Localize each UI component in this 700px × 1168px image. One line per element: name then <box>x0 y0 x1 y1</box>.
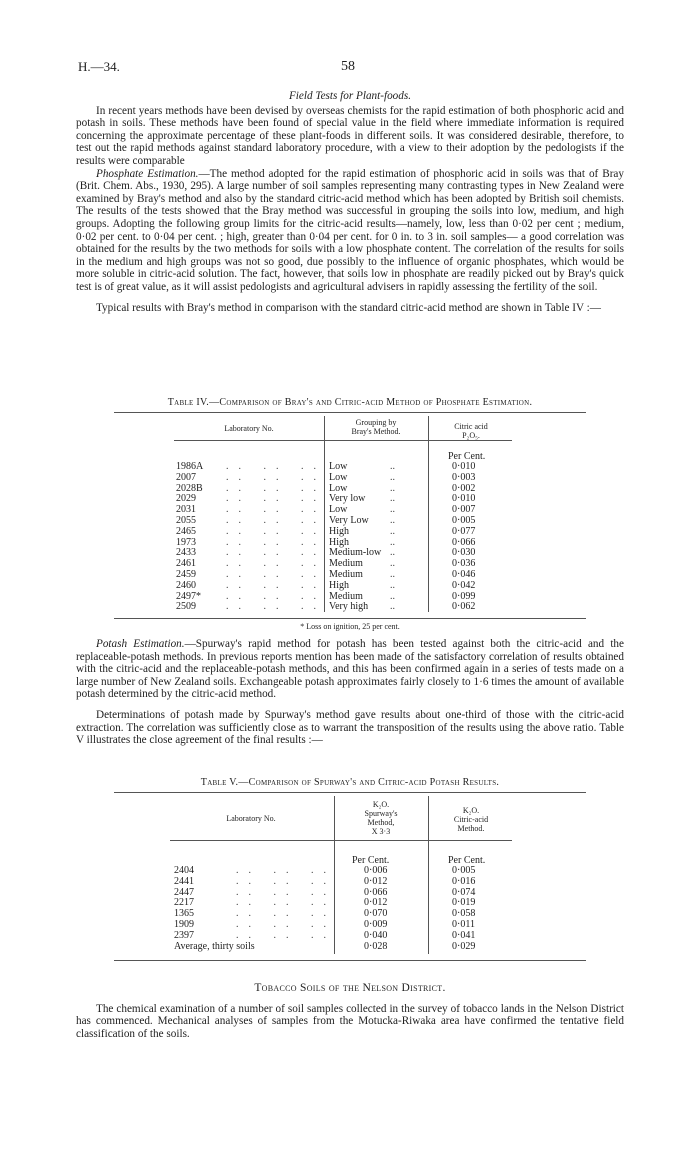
table5-spurway-cell: 0·066 <box>364 886 388 898</box>
dot-leader: .. <box>390 525 395 537</box>
table4-value-cell: 0·046 <box>452 568 476 580</box>
table5-citric-cell: 0·029 <box>452 940 476 952</box>
table4-value-cell: 0·002 <box>452 482 476 494</box>
dot-leader: .. <box>390 601 395 613</box>
table4-group-cell: Medium <box>329 590 363 602</box>
table5-lab-cell: 1909 <box>174 918 194 930</box>
table4-group-cell: Medium-low <box>329 547 382 559</box>
table5-spurway-cell: 0·006 <box>364 865 388 876</box>
table4-lab-cell: 1986A <box>176 461 204 472</box>
table4-group-cell: Medium <box>329 558 363 570</box>
table5-header-rule <box>170 840 512 841</box>
dot-leader: .. <box>390 471 395 483</box>
table5-lab-cell: 2397 <box>174 929 194 941</box>
table5-lab-cell: 2441 <box>174 875 194 887</box>
potash-body: —Spurway's rapid method for potash has been tested against both the citric-acid and the replaceable-potash methods. In previous reports mention has been made of the satisfactory correlation of results obtained with the citric-acid and the replaceable-potash methods, and this has been confirmed again in a series of tests made on a large number of New Zealand soils. Exchangeable potash approximates fairly closely to 1·6 times the amount of available potash determined by the citric-acid method. <box>76 638 624 701</box>
paragraph-phosphate <box>76 168 624 294</box>
table4-divider-2 <box>428 416 429 612</box>
table4-value-column <box>452 462 475 613</box>
table4-col-laboratory: Laboratory No. <box>224 424 274 433</box>
paragraph-intro: In recent years methods have been devised by overseas chemists for the rapid estimation of both phosphoric acid and potash in soils. These methods have been found of special value in the field where immediate information is required concerning the approximate percentage of these plant-foods in different soils. It was considered desirable, therefore, to test out the rapid methods against standard laboratory procedure, with a view to their adoption by the pedologists if the results were comparable <box>76 104 624 167</box>
table5-citric-column <box>452 866 475 952</box>
dot-leader: .. <box>390 461 395 472</box>
table4-group-column <box>329 462 381 613</box>
table4-group-cell: Low <box>329 461 348 472</box>
table4-col-citric-line2: P₂O₅. <box>462 431 480 440</box>
dot-leader: .. .. .. <box>226 547 326 559</box>
table4-lab-cell: 2460 <box>176 579 196 591</box>
table5-unit-citric: Per Cent. <box>448 855 486 866</box>
dot-leader: .. .. .. <box>236 897 336 909</box>
table4-bottom-rule <box>114 618 586 619</box>
dot-leader: .. .. .. <box>226 461 326 472</box>
table4-lab-cell: 2055 <box>176 514 196 526</box>
table5-lab-cell: 2404 <box>174 865 194 876</box>
dot-leader: .. <box>390 482 395 494</box>
dot-leader: .. <box>390 558 395 570</box>
table4-col-citric <box>430 422 512 440</box>
table4-group-leaders <box>390 462 395 613</box>
table4-group-cell: Low <box>329 482 348 494</box>
table5-top-rule <box>114 792 586 793</box>
dot-leader: .. .. .. <box>236 918 336 930</box>
table5-divider-2 <box>428 796 429 954</box>
dot-leader: .. .. .. <box>226 525 326 537</box>
table4-lab-cell: 2007 <box>176 471 196 483</box>
table5-citric-cell: 0·005 <box>452 865 476 876</box>
table4-col-grouping <box>326 418 426 436</box>
table4-group-cell: High <box>329 525 349 537</box>
table4-value-cell: 0·066 <box>452 536 476 548</box>
dot-leader: .. .. .. <box>226 568 326 580</box>
page-header <box>78 59 628 75</box>
table4-lab-cell: 2028B <box>176 482 203 494</box>
table5-col-citric-line1: K₂O. <box>462 806 480 815</box>
paragraph-potash <box>76 638 624 701</box>
dot-leader: .. .. .. <box>226 558 326 570</box>
table4-value-cell: 0·010 <box>452 461 476 472</box>
dot-leader: .. <box>390 504 395 516</box>
dot-leader: .. .. .. <box>236 865 336 876</box>
table5-col-spurway-line2: Spurway's <box>364 809 398 818</box>
tobacco-section <box>76 982 624 1040</box>
table5-citric-cell: 0·058 <box>452 908 476 920</box>
table5-citric-cell: 0·019 <box>452 897 476 909</box>
table5-col-spurway-line3: Method, <box>367 818 395 827</box>
table4-group-cell: Medium <box>329 568 363 580</box>
dot-leader: .. .. .. <box>226 493 326 505</box>
table4-value-cell: 0·030 <box>452 547 476 559</box>
table4-col-grouping-line2: Bray's Method. <box>351 427 401 436</box>
table4-group-cell: Very low <box>329 493 366 505</box>
table4-lab-cell: 2465 <box>176 525 196 537</box>
table4-lab-cell: 2029 <box>176 493 196 505</box>
table5-citric-cell: 0·074 <box>452 886 476 898</box>
table4-group-cell: Very high <box>329 601 369 613</box>
table5-unit-spurway: Per Cent. <box>352 855 390 866</box>
dot-leader: .. .. .. <box>226 579 326 591</box>
table4-value-cell: 0·010 <box>452 493 476 505</box>
dot-leader: .. <box>390 568 395 580</box>
table4-lab-cell: 2497* <box>176 590 201 602</box>
table4-lab-column <box>176 462 203 613</box>
table5-spurway-cell: 0·070 <box>364 908 388 920</box>
potash-section <box>76 638 624 747</box>
paragraph-determinations: Determinations of potash made by Spurway's method gave results about one-third of those with the citric-acid extraction. The correlation was sufficiently close as to warrant the transposition of the results using the above ratio. Table V illustrates the close agreement of the final results :— <box>76 708 624 747</box>
table4-value-cell: 0·062 <box>452 601 476 613</box>
table5-col-citric-line2: Citric-acid <box>453 815 489 824</box>
dot-leader: .. .. .. <box>226 601 326 613</box>
table4-lab-cell: 2509 <box>176 601 196 613</box>
paragraph-typical-results: Typical results with Bray's method in comparison with the standard citric-acid method are shown in Table IV :— <box>96 301 601 314</box>
table4-top-rule <box>114 412 586 413</box>
table4-lab-cell: 1973 <box>176 536 196 548</box>
table4-lab-leaders <box>226 462 326 613</box>
table5-col-laboratory: Laboratory No. <box>226 814 276 823</box>
table4-lab-cell: 2461 <box>176 558 196 570</box>
table5-citric-cell: 0·011 <box>452 918 475 930</box>
table5-col-citric <box>430 806 512 833</box>
table5-spurway-column <box>364 866 387 952</box>
dot-leader: .. .. .. <box>226 590 326 602</box>
dot-leader: .. .. .. <box>236 886 336 898</box>
table4-value-cell: 0·042 <box>452 579 476 591</box>
table5-lab-cell: 2447 <box>174 886 194 898</box>
paragraph-tobacco: The chemical examination of a number of soil samples collected in the survey of tobacco lands in the Nelson District has commenced. Mechanical analyses of samples from the Motucka-Riwaka area have confirmed the tentative field classification of the soils. <box>76 1002 624 1040</box>
dot-leader: .. .. .. <box>226 504 326 516</box>
table4-group-cell: High <box>329 579 349 591</box>
table5-spurway-cell: 0·012 <box>364 875 388 887</box>
table5-col-spurway <box>336 800 426 836</box>
table4-caption: Table IV.—Comparison of Bray's and Citric-acid Method of Phosphate Estimation. <box>167 397 533 408</box>
table4-value-cell: 0·005 <box>452 514 476 526</box>
tobacco-title: Tobacco Soils of the Nelson District. <box>254 982 446 994</box>
table5-lab-cell: 1365 <box>174 908 194 920</box>
table5-lab-cell: 2217 <box>174 897 194 909</box>
phosphate-body: —The method adopted for the rapid estimation of phosphoric acid in soils was that of Bray (Brit. Chem. Abs., 1930, 295). A large number of soil samples representing many contrasting types in New Zealand were examined by Bray's method and also by the standard citric-acid method which has been adopted by British soil chemists. The results of the tests showed that the Bray method was successful in grouping the soils into low, medium, and high groups. Adopting the following group limits for the citric-acid results—namely, low, less than 0·02 per cent ; medium, 0·02 per cent. to 0·04 per cent. ; high, greater than 0·04 per cent. for 0 in. to 3 in. soil samples— a good correlation was obtained for the results by the two methods for soils with a low phosphate content. The correlation of the results for soils in the medium and high groups was not so good, due possibly to the influence of organic phosphates, which would be more soluble in citric-acid solution. The fact, however, that soils low in phosphate are readily picked out by Bray's quick test is of great value, as it will assist pedologists and agricultural advisers in rapidly assessing the fertility of the soil. <box>76 167 624 293</box>
table4-value-cell: 0·003 <box>452 471 476 483</box>
table4-lab-cell: 2031 <box>176 504 196 516</box>
table4-header-rule <box>174 440 512 441</box>
dot-leader: .. <box>390 547 395 559</box>
dot-leader: .. <box>390 514 395 526</box>
table4-col-grouping-line1: Grouping by <box>355 418 397 427</box>
table5-spurway-cell: 0·009 <box>364 918 388 930</box>
table4-value-cell: 0·099 <box>452 590 476 602</box>
potash-lead: Potash Estimation. <box>96 638 185 650</box>
table5-citric-cell: 0·041 <box>452 929 476 941</box>
table5-citric-cell: 0·016 <box>452 875 476 887</box>
table4-group-cell: Very Low <box>329 514 369 526</box>
field-tests-section <box>76 90 624 314</box>
dot-leader: .. .. .. <box>226 514 326 526</box>
dot-leader: .. .. .. <box>226 482 326 494</box>
table4-lab-cell: 2433 <box>176 547 196 559</box>
dot-leader: .. .. .. <box>236 929 336 941</box>
dot-leader: .. .. .. <box>236 908 336 920</box>
section-title: Field Tests for Plant-foods. <box>288 90 412 102</box>
dot-leader: .. <box>390 536 395 548</box>
table5-spurway-cell: 0·040 <box>364 929 388 941</box>
report-reference: H.—34. <box>78 59 120 74</box>
dot-leader: .. <box>390 579 395 591</box>
table4-value-cell: 0·077 <box>452 525 476 537</box>
page-number: 58 <box>341 59 355 74</box>
dot-leader: .. .. .. <box>226 536 326 548</box>
table4-col-citric-line1: Citric acid <box>454 422 488 431</box>
table5-lab-cell: Average, thirty soils <box>174 940 255 952</box>
table5-col-spurway-line4: X 3·3 <box>371 827 391 836</box>
dot-leader: .. .. .. <box>236 875 336 887</box>
table4-unit: Per Cent. <box>448 451 486 462</box>
phosphate-lead: Phosphate Estimation. <box>96 167 199 180</box>
table4-group-cell: Low <box>329 471 348 483</box>
dot-leader: .. .. .. <box>226 471 326 483</box>
table5-col-citric-line3: Method. <box>457 824 485 833</box>
table5-spurway-cell: 0·028 <box>364 940 388 952</box>
table4-group-cell: High <box>329 536 349 548</box>
table5-bottom-rule <box>114 960 586 961</box>
table4-group-cell: Low <box>329 504 348 516</box>
dot-leader: .. <box>390 590 395 602</box>
table5-col-spurway-line1: K₂O. <box>372 800 390 809</box>
dot-leader: .. <box>390 493 395 505</box>
table4-value-cell: 0·036 <box>452 558 476 570</box>
table4-lab-cell: 2459 <box>176 568 196 580</box>
table4-value-cell: 0·007 <box>452 504 476 516</box>
table5-lab-leaders <box>236 866 336 942</box>
table5-caption: Table V.—Comparison of Spurway's and Citric-acid Potash Results. <box>200 777 500 788</box>
table5-spurway-cell: 0·012 <box>364 897 388 909</box>
table4-footnote: * Loss on ignition, 25 per cent. <box>300 622 400 631</box>
